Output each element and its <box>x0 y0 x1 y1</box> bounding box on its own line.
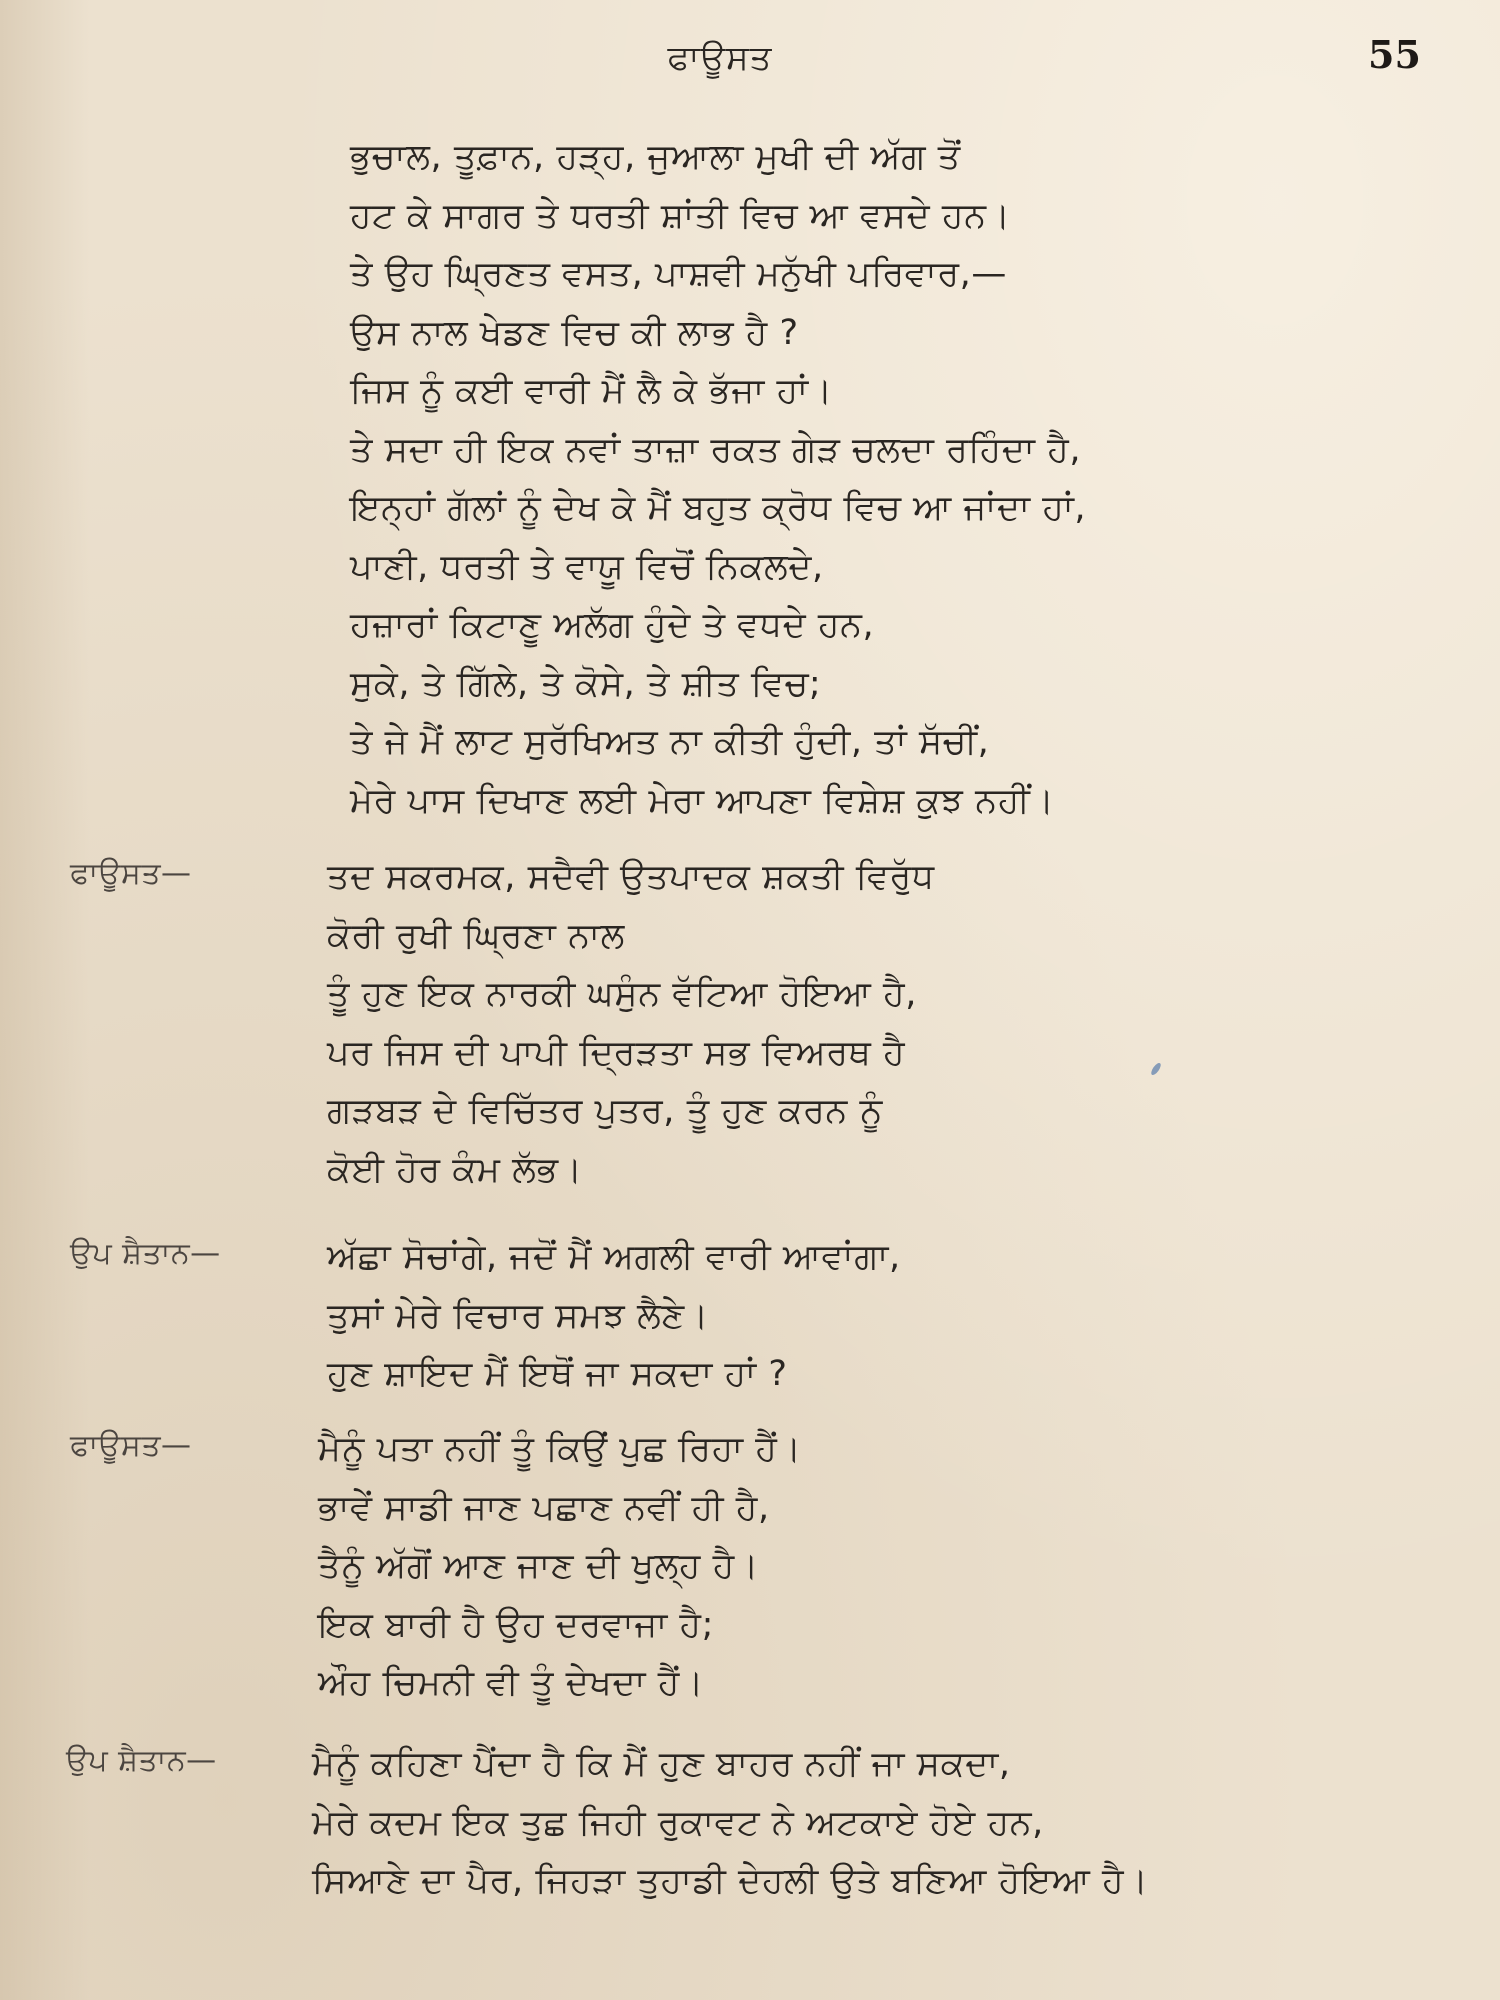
verse-line: ਮੈਨੂੰ ਕਹਿਣਾ ਪੈਂਦਾ ਹੈ ਕਿ ਮੈਂ ਹੁਣ ਬਾਹਰ ਨਹੀਂ ਜਾ ਸਕਦਾ, <box>312 1744 1011 1784</box>
verse-line: ਪਰ ਜਿਸ ਦੀ ਪਾਪੀ ਦ੍ਰਿੜਤਾ ਸਭ ਵਿਅਰਥ ਹੈ <box>327 1032 906 1073</box>
verse-line: ਗੜਬੜ ਦੇ ਵਿਚਿੱਤਰ ਪੁਤਰ, ਤੂੰ ਹੁਣ ਕਰਨ ਨੂੰ <box>327 1091 883 1131</box>
verse-line: ਤੇ ਸਦਾ ਹੀ ਇਕ ਨਵਾਂ ਤਾਜ਼ਾ ਰਕਤ ਗੇੜ ਚਲਦਾ ਰਹਿੰਦਾ ਹੈ, <box>350 429 1082 470</box>
verse-line: ਸਿਆਣੇ ਦਾ ਪੈਰ, ਜਿਹੜਾ ਤੁਹਾਡੀ ਦੇਹਲੀ ਉਤੇ ਬਣਿਆ ਹੋਇਆ ਹੈ। <box>312 1861 1149 1901</box>
verse-line: ਹਟ ਕੇ ਸਾਗਰ ਤੇ ਧਰਤੀ ਸ਼ਾਂਤੀ ਵਿਚ ਆ ਵਸਦੇ ਹਨ। <box>350 195 1011 236</box>
speech-lines <box>327 848 935 1199</box>
speaker-label: ਫਾਊਸਤ— <box>70 856 192 891</box>
ink-speck <box>1150 1062 1163 1077</box>
speech-lines <box>327 1228 901 1404</box>
verse-line: ਪਾਣੀ, ਧਰਤੀ ਤੇ ਵਾਯੂ ਵਿਚੋਂ ਨਿਕਲਦੇ, <box>350 546 824 587</box>
verse-line: ਜਿਸ ਨੂੰ ਕਈ ਵਾਰੀ ਮੈਂ ਲੈ ਕੇ ਭੱਜਾ ਹਾਂ। <box>350 371 833 411</box>
verse-line: ਤੈਨੂੰ ਅੱਗੋਂ ਆਣ ਜਾਣ ਦੀ ਖੁਲ੍ਹ ਹੈ। <box>318 1546 760 1586</box>
verse-line: ਭੁਚਾਲ, ਤੂਫ਼ਾਨ, ਹੜ੍ਹ, ਜੁਆਲਾ ਮੁਖੀ ਦੀ ਅੱਗ ਤੋਂ <box>350 137 961 177</box>
speaker-label: ਫਾਊਸਤ— <box>70 1428 192 1463</box>
page-number: 55 <box>1368 32 1421 77</box>
verse-line: ਮੈਨੂੰ ਪਤਾ ਨਹੀਂ ਤੂੰ ਕਿਉਂ ਪੁਛ ਰਿਹਾ ਹੈਂ। <box>318 1429 802 1469</box>
verse-line: ਅੱਛਾ ਸੋਚਾਂਗੇ, ਜਦੋਂ ਮੈਂ ਅਗਲੀ ਵਾਰੀ ਆਵਾਂਗਾ, <box>327 1237 901 1277</box>
verse-line: ਤੇ ਉਹ ਘ੍ਰਿਣਤ ਵਸਤ, ਪਾਸ਼ਵੀ ਮਨੁੱਖੀ ਪਰਿਵਾਰ,— <box>350 254 1007 294</box>
verse-line: ਇਕ ਬਾਰੀ ਹੈ ਉਹ ਦਰਵਾਜਾ ਹੈ; <box>318 1604 715 1645</box>
speech-lines <box>318 1420 802 1713</box>
speech-lines <box>350 128 1086 830</box>
running-title: ਫਾਊਸਤ <box>667 38 773 78</box>
verse-line: ਭਾਵੇਂ ਸਾਡੀ ਜਾਣ ਪਛਾਣ ਨਵੀਂ ਹੀ ਹੈ, <box>318 1487 770 1528</box>
verse-line: ਤਦ ਸਕਰਮਕ, ਸਦੈਵੀ ਉਤਪਾਦਕ ਸ਼ਕਤੀ ਵਿਰੁੱਧ <box>327 857 935 897</box>
speaker-label: ਉਪ ਸ਼ੈਤਾਨ— <box>66 1743 217 1778</box>
verse-line: ਤੇ ਜੇ ਮੈਂ ਲਾਟ ਸੁਰੱਖਿਅਤ ਨਾ ਕੀਤੀ ਹੁੰਦੀ, ਤਾਂ ਸੱਚੀਂ, <box>350 722 990 762</box>
verse-line: ਹੁਣ ਸ਼ਾਇਦ ਮੈਂ ਇਥੋਂ ਜਾ ਸਕਦਾ ਹਾਂ ? <box>327 1354 788 1394</box>
verse-line: ਤੂੰ ਹੁਣ ਇਕ ਨਾਰਕੀ ਘਸੁੰਨ ਵੱਟਿਆ ਹੋਇਆ ਹੈ, <box>327 974 917 1014</box>
verse-line: ਤੁਸਾਂ ਮੇਰੇ ਵਿਚਾਰ ਸਮਝ ਲੈਣੇ। <box>327 1295 709 1336</box>
speech-lines <box>312 1735 1148 1911</box>
speaker-label: ਉਪ ਸ਼ੈਤਾਨ— <box>70 1236 221 1271</box>
verse-line: ਔਹ ਚਿਮਨੀ ਵੀ ਤੂੰ ਦੇਖਦਾ ਹੈਂ। <box>318 1663 705 1703</box>
verse-line: ਸੁਕੇ, ਤੇ ਗਿੱਲੇ, ਤੇ ਕੋਸੇ, ਤੇ ਸ਼ੀਤ ਵਿਚ; <box>350 663 822 704</box>
verse-line: ਹਜ਼ਾਰਾਂ ਕਿਟਾਣੂ ਅਲੱਗ ਹੁੰਦੇ ਤੇ ਵਧਦੇ ਹਨ, <box>350 605 875 645</box>
verse-line: ਉਸ ਨਾਲ ਖੇਡਣ ਵਿਚ ਕੀ ਲਾਭ ਹੈ ? <box>350 312 799 353</box>
verse-line: ਕੋਰੀ ਰੁਖੀ ਘ੍ਰਿਣਾ ਨਾਲ <box>327 915 625 956</box>
verse-line: ਇਨ੍ਹਾਂ ਗੱਲਾਂ ਨੂੰ ਦੇਖ ਕੇ ਮੈਂ ਬਹੁਤ ਕ੍ਰੋਧ ਵਿਚ ਆ ਜਾਂਦਾ ਹਾਂ, <box>350 488 1087 528</box>
verse-line: ਮੇਰੇ ਪਾਸ ਦਿਖਾਣ ਲਈ ਮੇਰਾ ਆਪਣਾ ਵਿਸ਼ੇਸ਼ ਕੁਝ ਨਹੀਂ। <box>350 780 1055 821</box>
verse-line: ਮੇਰੇ ਕਦਮ ਇਕ ਤੁਛ ਜਿਹੀ ਰੁਕਾਵਟ ਨੇ ਅਟਕਾਏ ਹੋਏ ਹਨ, <box>312 1802 1044 1843</box>
verse-line: ਕੋਈ ਹੋਰ ਕੰਮ ਲੱਭ। <box>327 1149 583 1190</box>
